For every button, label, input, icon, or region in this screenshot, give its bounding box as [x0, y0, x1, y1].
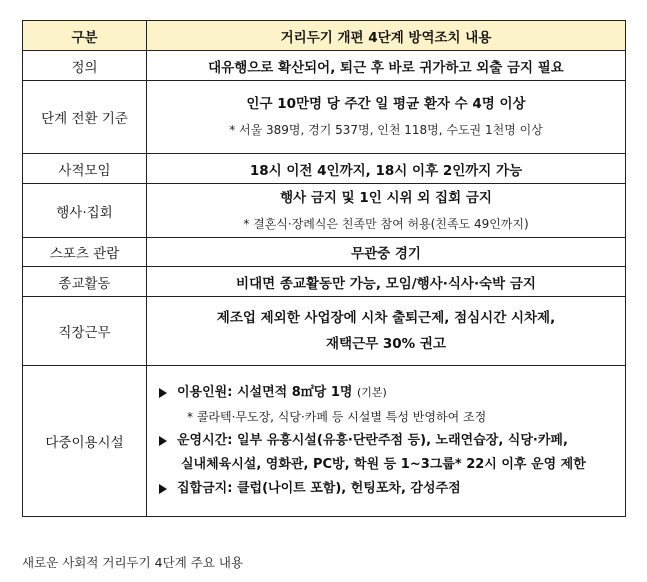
- content-facilities: [147, 366, 626, 517]
- triangle-bullet-icon: [159, 388, 167, 398]
- label-criteria: 단계 전환 기준: [23, 81, 147, 154]
- events-note: * 결혼식·장례식은 친족만 참여 허용(친족도 49인까지): [243, 216, 529, 231]
- content-private-gathering: 18시 이전 4인까지, 18시 이후 2인까지 가능: [147, 154, 626, 184]
- row-religion: [23, 267, 626, 297]
- capacity-extra: (기본): [356, 386, 387, 399]
- label-definition: 정의: [23, 51, 147, 81]
- label-facilities: 다중이용시설: [23, 366, 147, 517]
- label-events: 행사·집회: [23, 184, 147, 238]
- capacity-text: 이용인원: 시설면적 8㎡당 1명: [177, 385, 353, 400]
- figure-caption: 새로운 사회적 거리두기 4단계 주요 내용: [22, 555, 244, 570]
- facilities-capacity-note: * 콜라텍·무도장, 식당·카페 등 시설별 특성 반영하여 조정: [187, 410, 487, 424]
- triangle-bullet-icon: [159, 484, 167, 494]
- label-religion: 종교활동: [23, 267, 147, 297]
- row-facilities: [23, 366, 626, 517]
- work-line-1: 제조업 제외한 사업장에 시차 출퇴근제, 점심시간 시차제,: [216, 310, 556, 326]
- row-criteria: [23, 81, 626, 154]
- hours-line-1: 운영시간: 일부 유흥시설(유흥·단란주점 등), 노래연습장, 식당·카페,: [177, 433, 568, 448]
- label-private-gathering: 사적모임: [23, 154, 147, 184]
- criteria-text: 인구 10만명 당 주간 일 평균 환자 수 4명 이상: [246, 96, 526, 112]
- table-header-row: [23, 21, 626, 51]
- facilities-bullet-ban: [159, 477, 625, 501]
- row-private-gathering: [23, 154, 626, 184]
- work-line-2: 재택근무 30% 권고: [326, 336, 446, 352]
- facilities-bullet-capacity: [159, 381, 625, 405]
- row-sports: [23, 238, 626, 267]
- facilities-bullet-hours: [159, 429, 625, 453]
- content-sports: 무관중 경기: [147, 238, 626, 267]
- content-religion: 비대면 종교활동만 가능, 모임/행사·식사·숙박 금지: [147, 267, 626, 297]
- header-content: 거리두기 개편 4단계 방역조치 내용: [147, 21, 626, 51]
- facilities-hours-line-2: 실내체육시설, 영화관, PC방, 학원 등 1~3그룹* 22시 이후 운영 제한: [181, 457, 586, 472]
- header-category: 구분: [23, 21, 147, 51]
- triangle-bullet-icon: [159, 436, 167, 446]
- label-sports: 스포츠 관람: [23, 238, 147, 267]
- content-criteria: [147, 81, 626, 154]
- label-work: 직장근무: [23, 297, 147, 366]
- row-definition: [23, 51, 626, 81]
- row-events: [23, 184, 626, 238]
- content-definition: 대유행으로 확산되어, 퇴근 후 바로 귀가하고 외출 금지 필요: [147, 51, 626, 81]
- measures-table: [22, 20, 626, 517]
- events-text: 행사 금지 및 1인 시위 외 집회 금지: [280, 189, 492, 206]
- row-work: [23, 297, 626, 366]
- ban-text: 집합금지: 클럽(나이트 포함), 헌팅포차, 감성주점: [177, 481, 461, 496]
- content-events: [147, 184, 626, 238]
- criteria-note: * 서울 389명, 경기 537명, 인천 118명, 수도권 1천명 이상: [229, 123, 543, 137]
- content-work: [147, 297, 626, 366]
